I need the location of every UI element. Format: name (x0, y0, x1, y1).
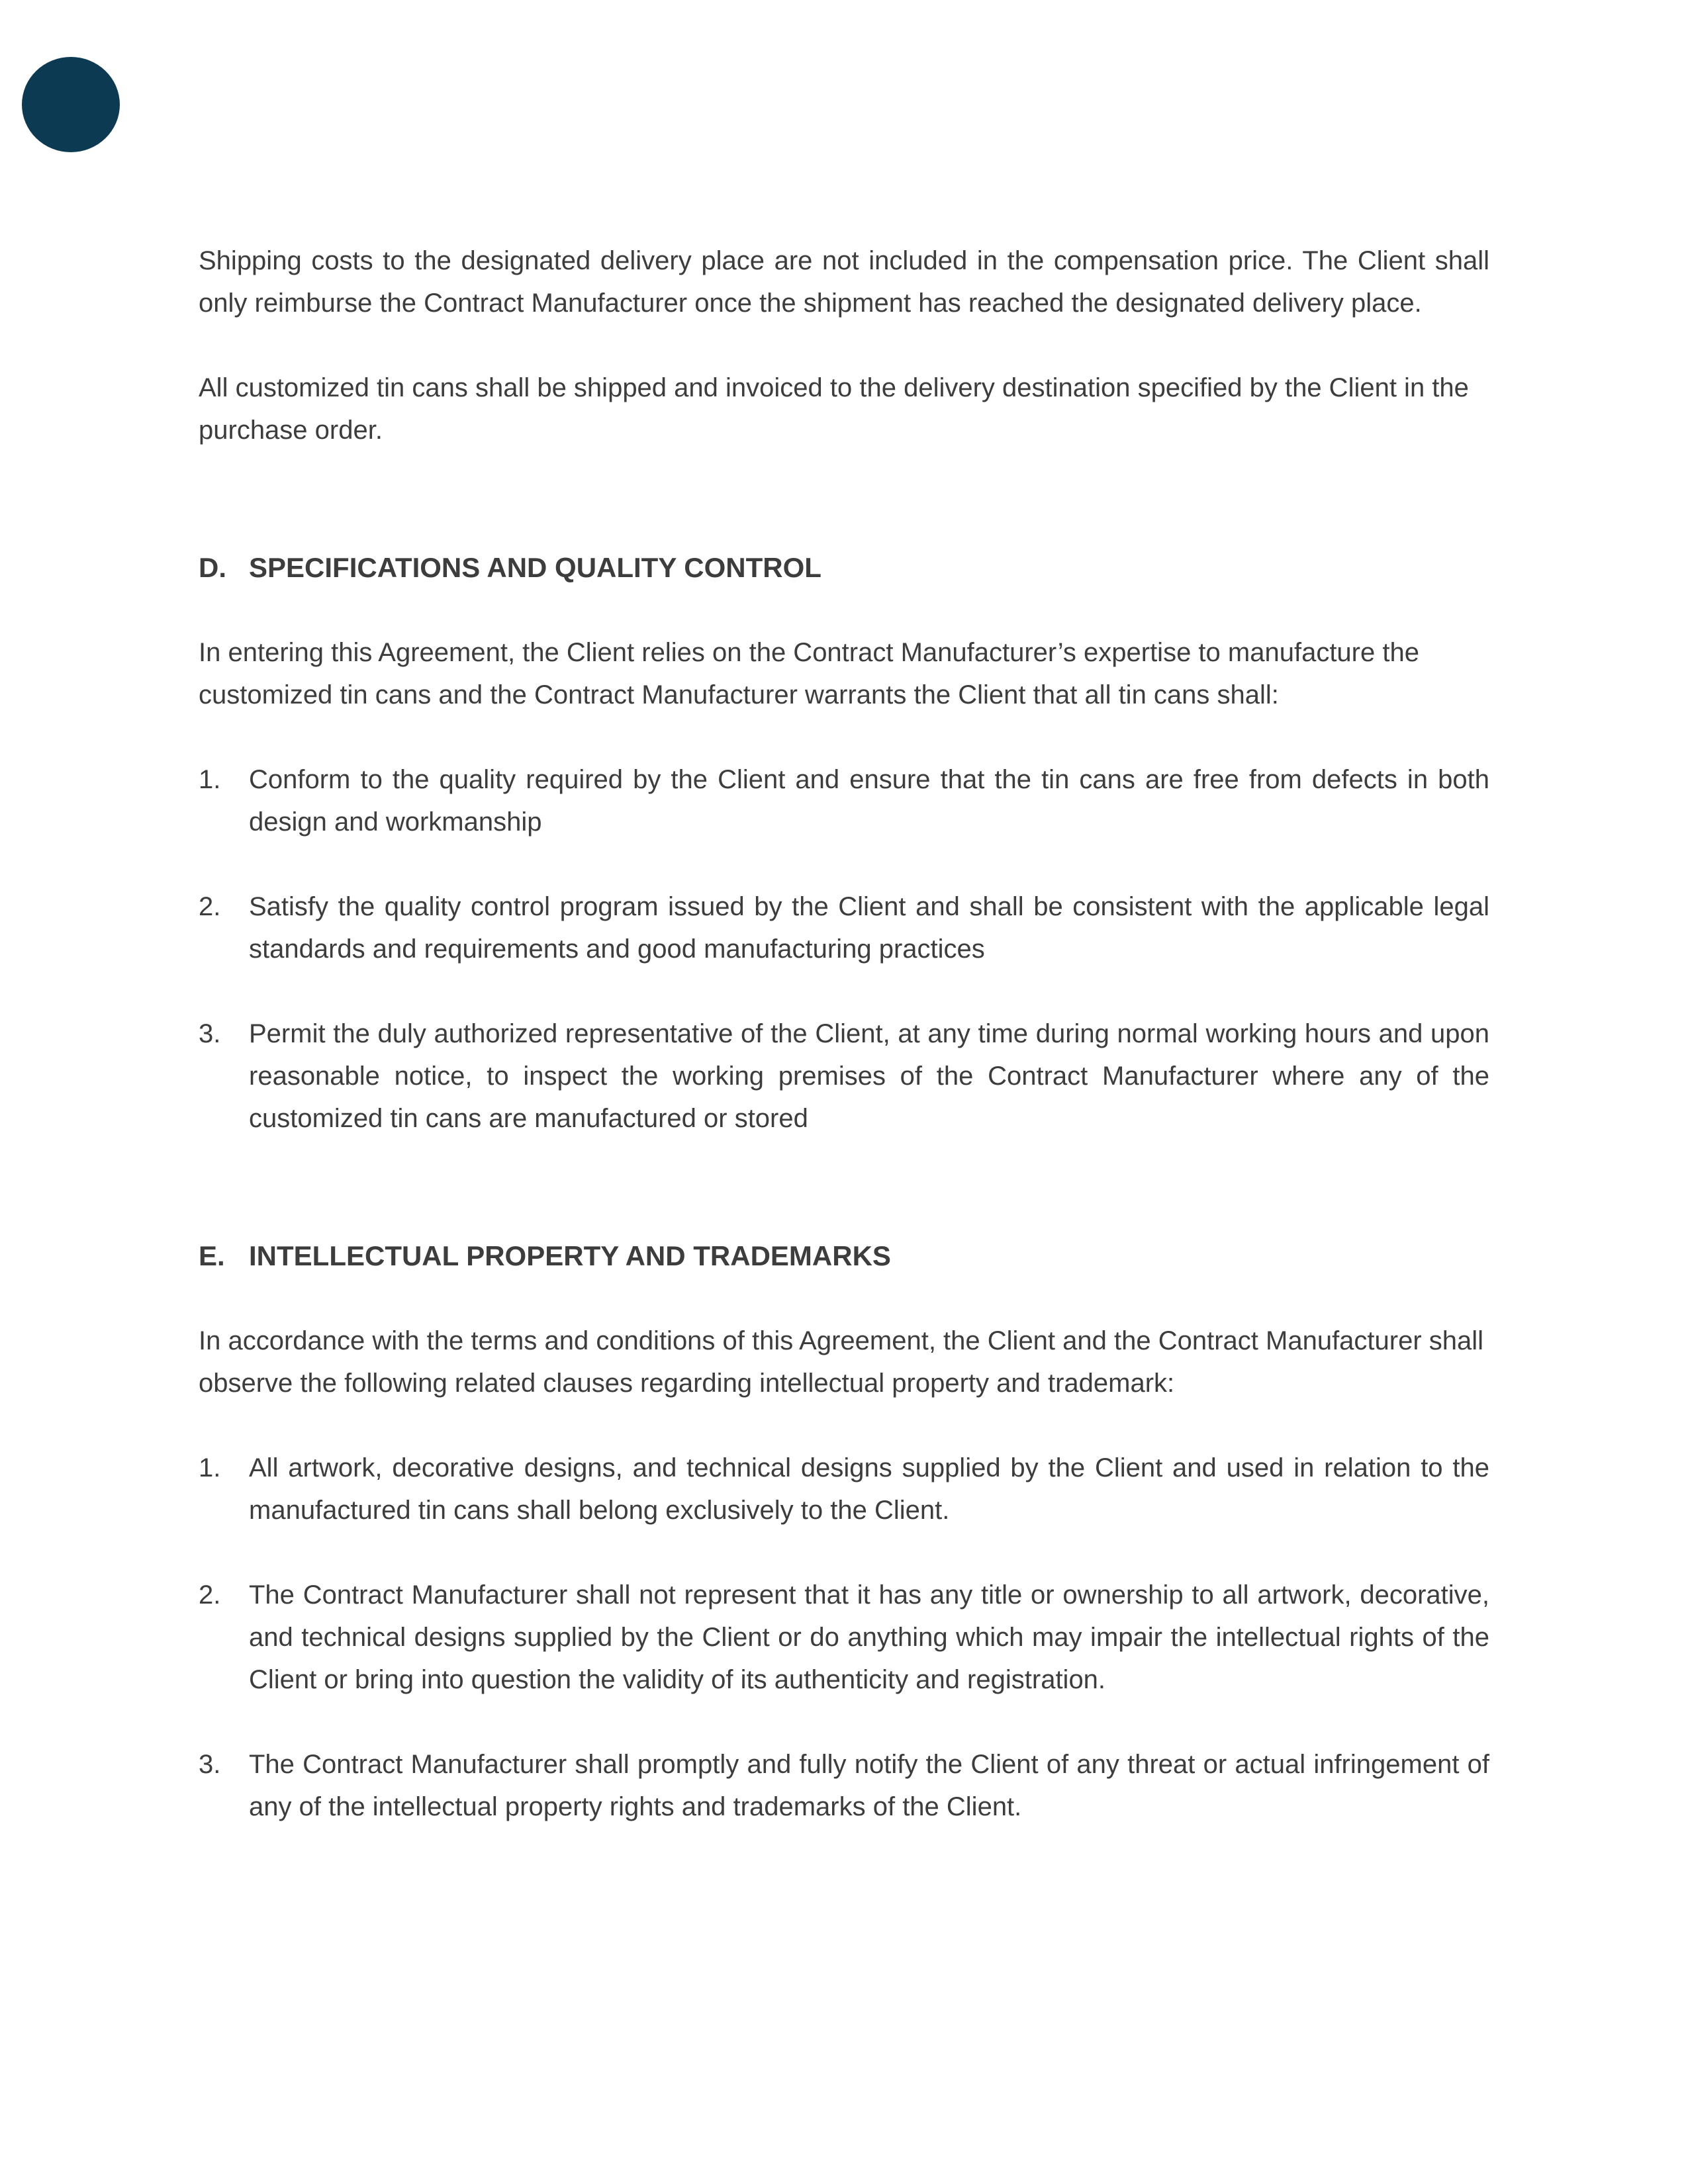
section-d-list-item (199, 758, 1489, 843)
list-item-text: All artwork, decorative designs, and technical designs supplied by the Client and used in relation to the manufactured tin cans shall belong exclusively to the Client. (249, 1453, 1489, 1525)
list-number: 1. (199, 765, 221, 794)
list-number: 2. (199, 892, 221, 921)
section-d-list-item (199, 1013, 1489, 1140)
list-item-text: Conform to the quality required by the Client and ensure that the tin cans are free from defects in both design and workmanship (249, 765, 1489, 837)
list-item-text: Permit the duly authorized representative of the Client, at any time during normal working hours and upon reasonable notice, to inspect the working premises of the Contract Manufacturer where any of the customized tin cans are manufactured or stored (249, 1019, 1489, 1133)
section-e-heading (199, 1235, 1489, 1277)
section-d-intro: In entering this Agreement, the Client relies on the Contract Manufacturer’s expertise to manufacture the customized tin cans and the Contract Manufacturer warrants the Client that all tin cans shall: (199, 638, 1419, 709)
section-e-list-item (199, 1743, 1489, 1828)
list-number: 2. (199, 1580, 221, 1610)
list-item-text: Satisfy the quality control program issued by the Client and shall be consistent with the applicable legal standards and requirements and good manufacturing practices (249, 892, 1489, 964)
section-d-letter: D. (199, 552, 226, 583)
section-e-intro: In accordance with the terms and conditions of this Agreement, the Client and the Contract Manufacturer shall observe the following related clauses regarding intellectual property and trademark: (199, 1326, 1484, 1398)
list-number: 1. (199, 1453, 221, 1482)
section-d-title: SPECIFICATIONS AND QUALITY CONTROL (249, 552, 821, 583)
section-e-letter: E. (199, 1240, 225, 1271)
list-item-text: The Contract Manufacturer shall promptly and fully notify the Client of any threat or actual infringement of any of the intellectual property rights and trademarks of the Client. (249, 1750, 1489, 1821)
list-item-text: The Contract Manufacturer shall not represent that it has any title or ownership to all artwork, decorative, and technical designs supplied by the Client or do anything which may impair the intellectual rights of the Client or bring into question the validity of its authenticity and registration. (249, 1580, 1489, 1694)
section-e-list-item (199, 1447, 1489, 1531)
document-body (199, 240, 1489, 1828)
list-number: 3. (199, 1750, 221, 1779)
section-e-title: INTELLECTUAL PROPERTY AND TRADEMARKS (249, 1240, 891, 1271)
list-number: 3. (199, 1019, 221, 1048)
section-e-list-item (199, 1574, 1489, 1701)
section-d-heading (199, 547, 1489, 589)
corner-circle-decoration (22, 57, 120, 152)
section-d-list-item (199, 886, 1489, 970)
shipping-destination-paragraph: All customized tin cans shall be shipped and invoiced to the delivery destination specified by the Client in the purchase order. (199, 373, 1469, 445)
shipping-costs-paragraph: Shipping costs to the designated delivery place are not included in the compensation price. The Client shall only reimburse the Contract Manufacturer once the shipment has reached the designated delivery place. (199, 246, 1489, 318)
